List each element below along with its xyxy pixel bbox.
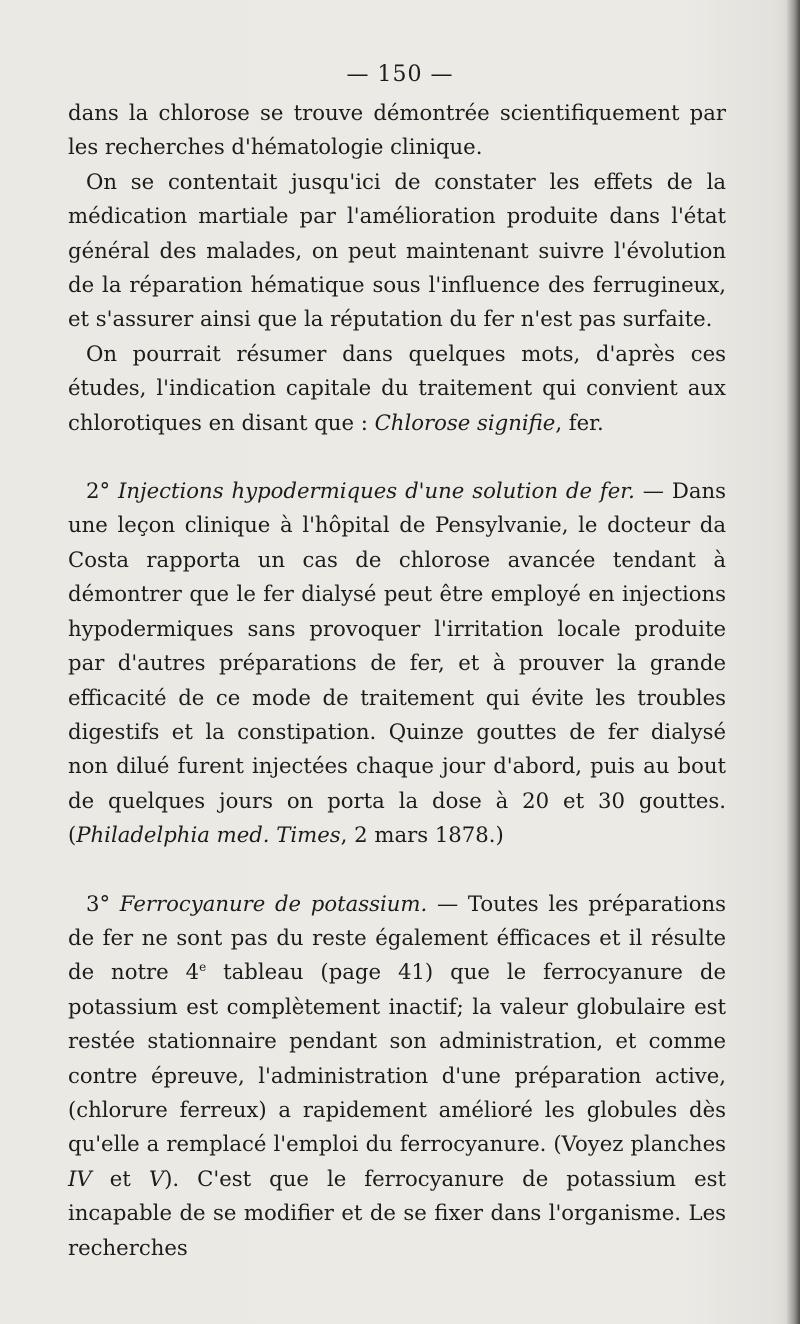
body-text bbox=[68, 96, 726, 1265]
section-3-heading: Ferrocyanure de potassium. bbox=[119, 890, 428, 916]
paragraph-3-italic: Chlorose signifie bbox=[374, 409, 556, 435]
paragraph-3-end: , fer. bbox=[555, 409, 604, 435]
section-2-number: 2° bbox=[86, 478, 119, 504]
section-2-citation: Philadelphia med. Times bbox=[76, 822, 341, 848]
section-3-text-4: ). C'est que le ferrocyanure de potassium est incapable de se modifier et de se fixer dans l'organisme. Les recherches bbox=[68, 1165, 726, 1260]
paragraph-2 bbox=[68, 165, 726, 337]
paragraph-3-text: On pourrait résumer dans quelques mots, d'après ces études, l'indication capitale du traitement qui convient aux chlorotiques en disant que : bbox=[68, 340, 726, 435]
section-3 bbox=[68, 887, 726, 1265]
page-edge-shadow bbox=[786, 0, 800, 1324]
section-2-citation-end: , 2 mars 1878.) bbox=[340, 822, 504, 848]
section-3-plate-v: V bbox=[148, 1165, 165, 1191]
section-2-heading: Injections hypodermiques d'une solution de fer. bbox=[118, 478, 635, 504]
paragraph-2-text: On se contentait jusqu'ici de constater les effets de la médication martiale par l'amélioration produite dans l'état général des malades, on peut maintenant suivre l'évolution de la réparation hématique sous l'influence des ferrugineux, et s'assurer ainsi que la réputation du fer n'est pas surfaite. bbox=[68, 168, 726, 332]
section-3-superscript: e bbox=[199, 960, 207, 975]
page-number: — 150 — bbox=[346, 62, 454, 87]
section-3-plate-iv: IV bbox=[68, 1165, 92, 1191]
section-2 bbox=[68, 474, 726, 852]
section-3-text-2: tableau (page 41) que le ferrocyanure de potassium est complètement inactif; la valeur globulaire est restée stationnaire pendant son administration, et comme contre épreuve, l'administration d'une préparation active, (chlorure ferreux) a rapidement amélioré les globules dès qu'elle a remplacé l'emploi du ferrocyanure. (Voyez planches bbox=[68, 959, 726, 1157]
paragraph-3 bbox=[68, 337, 726, 440]
section-3-text-1: — Toutes les préparations de fer ne sont pas du reste également éfficaces et il résulte de notre 4 bbox=[68, 890, 726, 985]
section-3-text-3: et bbox=[91, 1165, 149, 1191]
section-2-text: — Dans une leçon clinique à l'hôpital de Pensylvanie, le docteur da Costa rapporta un cas de chlorose avancée tendant à démontrer que le fer dialysé peut être employé en injections hypodermiques sans provoquer l'irritation locale produite par d'autres préparations de fer, et à prouver la grande efficacité de ce mode de traitement qui évite les troubles digestifs et la constipation. Quinze gouttes de fer dialysé non dilué furent injectées chaque jour d'abord, puis au bout de quelques jours on porta la dose à 20 et 30 gouttes. ( bbox=[68, 478, 727, 848]
section-3-number: 3° bbox=[86, 890, 120, 916]
paragraph-1: dans la chlorose se trouve démontrée scientifiquement par les recherches d'hématologie clinique. bbox=[68, 100, 726, 160]
